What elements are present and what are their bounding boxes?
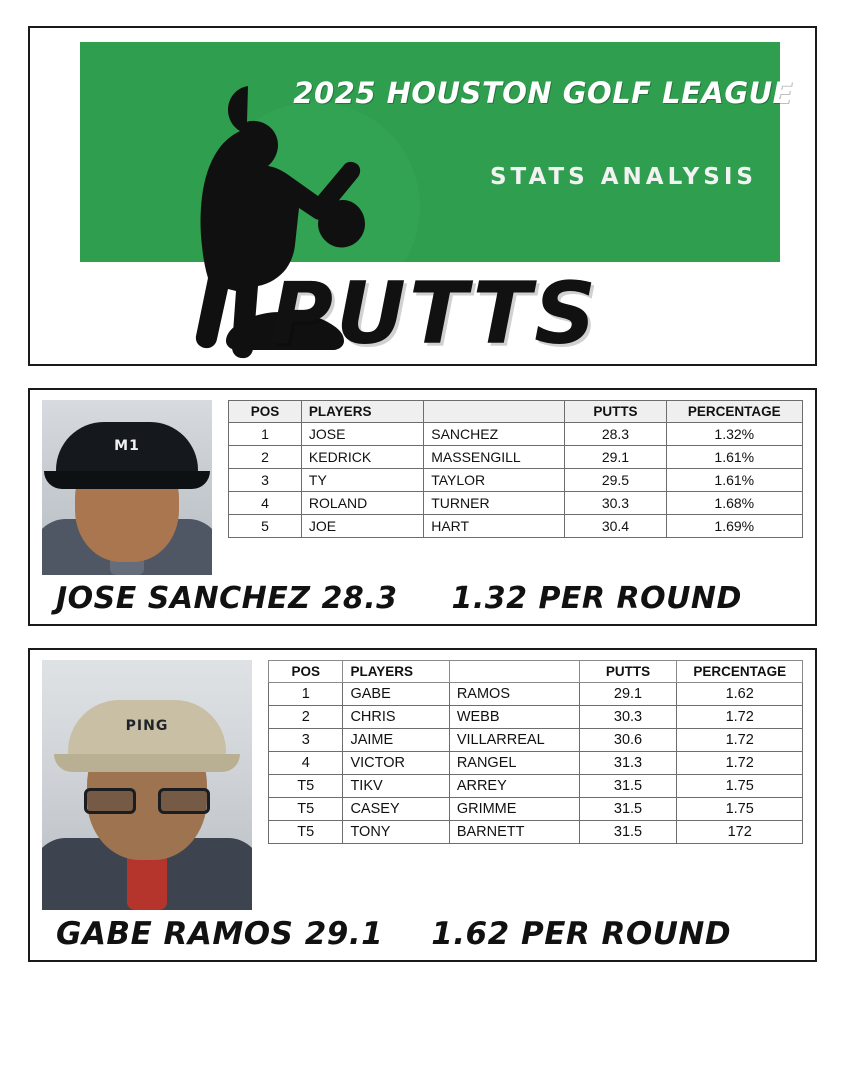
cell-pos: 3 <box>269 729 343 752</box>
cell-pct: 1.75 <box>677 775 803 798</box>
cell-putts: 29.5 <box>565 469 666 492</box>
cell-putts: 31.5 <box>579 798 677 821</box>
col-players: PLAYERS <box>343 661 449 683</box>
col-pos: POS <box>269 661 343 683</box>
cell-putts: 29.1 <box>579 683 677 706</box>
panel-content <box>42 400 803 575</box>
banner-subtitle: STATS ANALYSIS <box>489 164 757 190</box>
cell-putts: 31.3 <box>579 752 677 775</box>
table-row <box>269 706 803 729</box>
cell-putts: 30.3 <box>579 706 677 729</box>
col-putts: PUTTS <box>565 401 666 423</box>
cell-pct: 1.32% <box>666 423 802 446</box>
panel-content <box>42 660 803 910</box>
table-row <box>269 729 803 752</box>
putts-leaderboard-table-2 <box>268 660 803 844</box>
cell-pct: 1.61% <box>666 446 802 469</box>
cell-last: MASSENGILL <box>424 446 565 469</box>
panel2-caption <box>42 910 803 952</box>
cell-last: RANGEL <box>449 752 579 775</box>
cell-pct: 1.69% <box>666 515 802 538</box>
panel1-caption <box>42 575 803 616</box>
banner-title: 2025 HOUSTON GOLF LEAGUE <box>293 76 793 110</box>
cell-putts: 29.1 <box>565 446 666 469</box>
cell-pct: 1.68% <box>666 492 802 515</box>
table-row <box>269 683 803 706</box>
cell-pct: 1.72 <box>677 706 803 729</box>
caption-player-name: GABE RAMOS 29.1 <box>56 916 384 952</box>
cell-last: SANCHEZ <box>424 423 565 446</box>
cell-pos: T5 <box>269 821 343 844</box>
col-percentage: PERCENTAGE <box>666 401 802 423</box>
cell-first: CHRIS <box>343 706 449 729</box>
cell-last: RAMOS <box>449 683 579 706</box>
col-percentage: PERCENTAGE <box>677 661 803 683</box>
cell-first: VICTOR <box>343 752 449 775</box>
table-header-row <box>269 661 803 683</box>
eyeglasses-icon <box>84 788 210 814</box>
col-lastname <box>449 661 579 683</box>
cell-pos: T5 <box>269 775 343 798</box>
cell-last: TURNER <box>424 492 565 515</box>
cell-first: JOE <box>301 515 423 538</box>
col-players: PLAYERS <box>301 401 423 423</box>
cell-pct: 1.62 <box>677 683 803 706</box>
cell-putts: 31.5 <box>579 821 677 844</box>
cell-last: BARNETT <box>449 821 579 844</box>
cell-last: HART <box>424 515 565 538</box>
caption-per-round: 1.62 PER ROUND <box>431 916 732 952</box>
cell-putts: 30.4 <box>565 515 666 538</box>
cell-pos: 1 <box>269 683 343 706</box>
player-cap <box>56 422 198 478</box>
cell-last: ARREY <box>449 775 579 798</box>
col-pos: POS <box>229 401 302 423</box>
cell-first: JOSE <box>301 423 423 446</box>
player-photo-gabe-ramos <box>42 660 252 910</box>
cell-first: TONY <box>343 821 449 844</box>
putts-leaderboard-table-1 <box>228 400 803 538</box>
banner-word: PUTTS <box>270 264 600 365</box>
cell-pct: 1.72 <box>677 752 803 775</box>
table-header-row <box>229 401 803 423</box>
cell-pos: 5 <box>229 515 302 538</box>
col-lastname <box>424 401 565 423</box>
cell-first: CASEY <box>343 798 449 821</box>
table-row <box>229 515 803 538</box>
table-row <box>269 798 803 821</box>
cell-pos: 3 <box>229 469 302 492</box>
cell-first: JAIME <box>343 729 449 752</box>
cell-pos: 2 <box>269 706 343 729</box>
table-row <box>229 492 803 515</box>
cell-first: ROLAND <box>301 492 423 515</box>
table-row <box>229 423 803 446</box>
cap-logo: PING <box>125 718 169 734</box>
table-row <box>269 775 803 798</box>
stat-panel-jose-sanchez <box>28 388 817 626</box>
cell-pct: 1.75 <box>677 798 803 821</box>
cell-pct: 1.61% <box>666 469 802 492</box>
cell-putts: 28.3 <box>565 423 666 446</box>
cell-pct: 172 <box>677 821 803 844</box>
banner-panel <box>28 26 817 366</box>
player-photo-jose-sanchez <box>42 400 212 575</box>
cell-pos: 4 <box>269 752 343 775</box>
cell-first: GABE <box>343 683 449 706</box>
stat-panel-gabe-ramos <box>28 648 817 962</box>
cell-putts: 30.6 <box>579 729 677 752</box>
cell-putts: 30.3 <box>565 492 666 515</box>
cell-putts: 31.5 <box>579 775 677 798</box>
cell-first: TY <box>301 469 423 492</box>
cell-last: VILLARREAL <box>449 729 579 752</box>
cell-pct: 1.72 <box>677 729 803 752</box>
cell-last: GRIMME <box>449 798 579 821</box>
cell-pos: 1 <box>229 423 302 446</box>
caption-per-round: 1.32 PER ROUND <box>451 581 742 616</box>
table-row <box>269 821 803 844</box>
cap-logo: M1 <box>114 438 140 454</box>
cell-first: KEDRICK <box>301 446 423 469</box>
caption-player-name: JOSE SANCHEZ 28.3 <box>56 581 398 616</box>
table-row <box>269 752 803 775</box>
cell-pos: T5 <box>269 798 343 821</box>
col-putts: PUTTS <box>579 661 677 683</box>
cell-pos: 4 <box>229 492 302 515</box>
table-row <box>229 469 803 492</box>
cell-last: TAYLOR <box>424 469 565 492</box>
cell-last: WEBB <box>449 706 579 729</box>
cell-first: TIKV <box>343 775 449 798</box>
cell-pos: 2 <box>229 446 302 469</box>
player-cap <box>68 700 226 760</box>
table-row <box>229 446 803 469</box>
